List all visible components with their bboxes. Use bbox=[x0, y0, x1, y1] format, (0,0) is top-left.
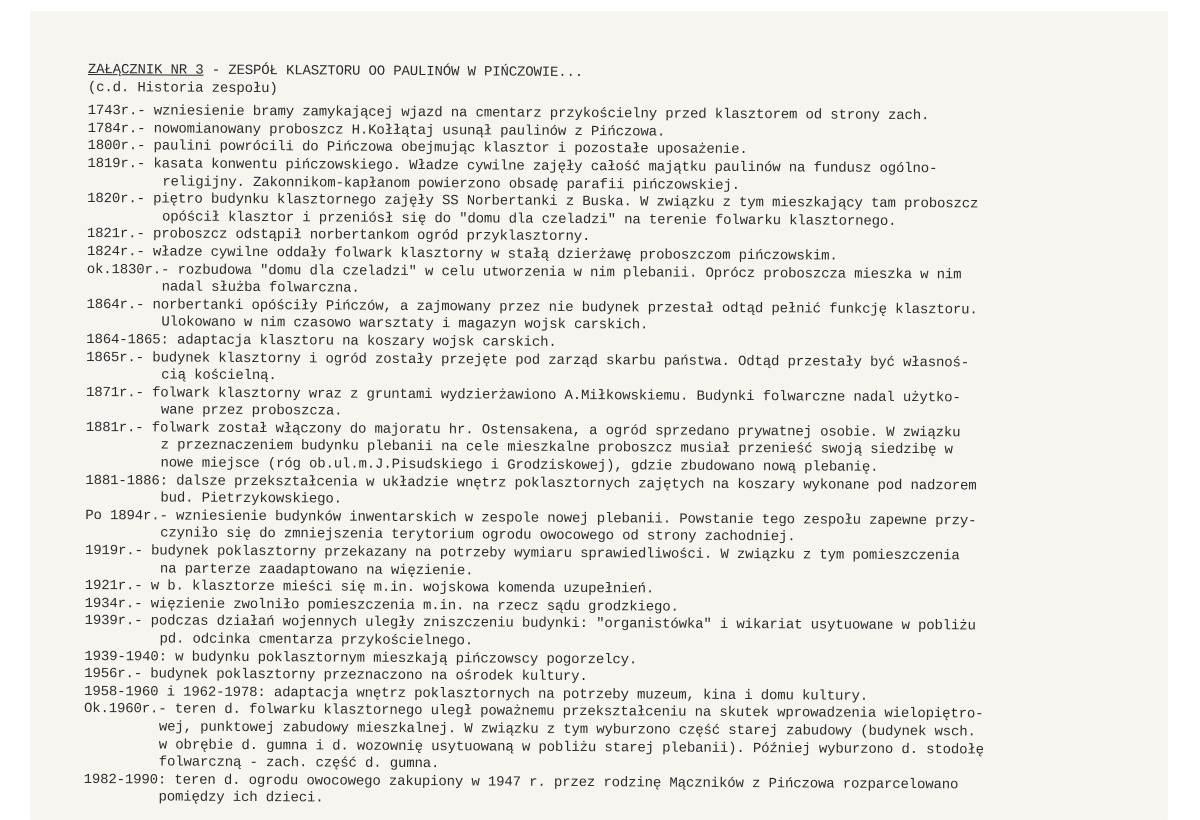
entry-date: 1784r.- bbox=[87, 120, 146, 138]
entry-continuation-line: w obrębie d. gumna i d. wozownię usytuowaną w pobliżu starej plebanii). Później wyburzono d. stodołę bbox=[158, 737, 985, 759]
entry-date: Po 1894r.- bbox=[85, 507, 168, 525]
entry-text: władze cywilne oddały folwark klasztorny w stałą dzierżawę proboszczom pińczowskim. bbox=[144, 244, 838, 265]
entry-continuation-line: folwarczną - zach. część d. gumna. bbox=[158, 754, 440, 773]
entry-date: 1919r.- bbox=[84, 543, 143, 560]
entry-continuation-line: z przeznaczeniem budynku plebanii na cele mieszkalne proboszcz musiał przenieść swoją siedzibę w bbox=[160, 437, 953, 459]
entry-date: 1824r.- bbox=[86, 243, 145, 261]
entry-text: folwark klasztorny wraz z gruntami wydzierżawiono A.Miłkowskiemu. Budynki folwarczne nadal użytko- bbox=[143, 385, 961, 407]
entry-text: adaptacja klasztoru na koszary wojsk carskich. bbox=[168, 332, 557, 351]
entry-continuation-line: Ulokowano w nim czasowo warsztaty i magazyn wojsk carskich. bbox=[161, 314, 649, 334]
entry-date: 1871r.- bbox=[85, 384, 144, 402]
entry-date: 1743r.- bbox=[87, 103, 146, 120]
entry-text: teren d. ogrodu owocowego zakupiony w 1947 r. przez rodzinę Mączników z Pińczowa rozparcelowano bbox=[166, 772, 959, 794]
entry-text: budynek poklasztorny przekazany na potrzeby wymiaru sprawiedliwości. W związku z tym pomieszczenia bbox=[142, 543, 960, 565]
entry-continuation-line: nadal służba folwarczna. bbox=[161, 279, 360, 297]
entry-text: proboszcz odstąpił norbertankom ogród przyklasztorny. bbox=[144, 226, 591, 246]
history-entry bbox=[84, 701, 1156, 778]
entry-continuation-line: cią kościelną. bbox=[161, 367, 277, 385]
entry-date: 1819r.- bbox=[87, 155, 146, 173]
history-entry bbox=[83, 772, 1155, 814]
entry-date: 1921r.- bbox=[84, 578, 143, 595]
entry-continuation-line: wej, punktowej zabudowy mieszkalnej. W związku z tym wyburzono część starej zabudowy (budynek wsch. bbox=[158, 719, 976, 741]
entry-date: 1958-1960 i 1962-1978: bbox=[84, 683, 266, 701]
entry-text: kasata konwentu pińczowskiego. Władze cywilne zajęły całość majątku paulinów na fundusz ogólno- bbox=[145, 156, 938, 178]
subtitle: (c.d. Historia zespołu) bbox=[87, 79, 278, 97]
entry-date: 1881r.- bbox=[85, 419, 144, 437]
entry-date: 1982-1990: bbox=[83, 771, 167, 789]
entry-text: wzniesienie bramy zamykającej wjazd na cmentarz przykościelny przed klasztorem od strony zach. bbox=[145, 103, 930, 125]
entry-continuation-line: bud. Pietrzykowskiego. bbox=[160, 490, 342, 508]
entry-date: 1820r.- bbox=[87, 191, 145, 208]
entry-continuation-line: na parterze zaadaptowano na więzienie. bbox=[159, 561, 474, 579]
entry-continuation-line: nowe miejsce (róg ob.ul.m.J.Pisudskiego i Grodziskowej), gdzie zbudowano nową plebanię. bbox=[160, 455, 879, 476]
entry-text: w budynku poklasztornym mieszkają pińczowscy pogorzelcy. bbox=[166, 649, 638, 668]
history-entry bbox=[85, 420, 1157, 479]
attachment-number: ZAŁĄCZNIK NR 3 bbox=[87, 62, 204, 79]
entry-date: 1821r.- bbox=[86, 226, 145, 243]
entry-date: 1934r.- bbox=[84, 595, 143, 613]
entry-date: 1865r.- bbox=[86, 349, 145, 366]
entry-text: budynek poklasztorny przeznaczono na ośrodek kultury. bbox=[141, 666, 588, 686]
entry-date: 1939-1940: bbox=[84, 648, 167, 666]
entry-continuation-line: pomiędzy ich dzieci. bbox=[158, 789, 324, 807]
entry-text: piętro budynku klasztornego zajęły SS Norbertanki z Buska. W związku z tym mieszkający tam proboszcz bbox=[144, 191, 979, 213]
typewritten-text bbox=[83, 62, 1160, 813]
entry-text: budynek klasztorny i ogród zostały przejęte pod zarząd skarbu państwa. Odtąd przestały być własnoś- bbox=[143, 349, 970, 371]
entry-text: norbertanki opóściły Pińczów, a zajmowany przez nie budynek przestał odtąd pełnić funkcję klasztoru. bbox=[144, 297, 978, 319]
entry-date: Ok.1960r.- bbox=[83, 701, 167, 718]
entry-text: rozbudowa "domu dla czeladzi" w celu utworzenia w nim plebanii. Oprócz proboszcza mieszka w nim bbox=[169, 262, 962, 283]
history-entries bbox=[83, 103, 1159, 813]
entry-text: wzniesienie budynków inwentarskich w zespole nowej plebanii. Powstanie tego zespołu zapewne przy- bbox=[167, 508, 977, 530]
entry-date: 1864r.- bbox=[86, 296, 145, 314]
title-text: - ZESPÓŁ KLASZTORU OO PAULINÓW W PIŃCZOWIE... bbox=[203, 62, 584, 82]
entry-date: 1956r.- bbox=[84, 666, 143, 683]
entry-date: ok.1830r.- bbox=[86, 261, 170, 279]
typed-sheet bbox=[31, 12, 1167, 820]
entry-date: 1881-1886: bbox=[85, 472, 169, 490]
entry-continuation-line: wane przez proboszcza. bbox=[160, 402, 343, 420]
entry-text: paulini powrócili do Pińczowa obejmując klasztor i pozostałe uposażenie. bbox=[145, 138, 748, 159]
entry-text: podczas działań wojennych uległy zniszczeniu budynki: "organistówka" i wikariat usytuowane w pobliżu bbox=[142, 613, 976, 635]
entry-continuation-line: pd. odcinka cmentarza przykościelnego. bbox=[159, 631, 474, 650]
entry-text: teren d. folwarku klasztornego uległ poważnemu przekształceniu na skutek wprowadzenia wielopiętro- bbox=[166, 701, 984, 723]
entry-continuation-line: religijny. Zakonnikom-kapłanom powierzono obsadę parafii pińczowskiej. bbox=[162, 174, 740, 194]
entry-text: adaptacja wnętrz poklasztornych na potrzeby muzeum, kina i domu kultury. bbox=[265, 684, 869, 705]
entry-date: 1864-1865: bbox=[86, 331, 169, 349]
entry-text: w b. klasztorze mieści się m.in. wojskowa komenda uzupełnień. bbox=[142, 578, 655, 598]
entry-date: 1939r.- bbox=[84, 613, 143, 630]
entry-text: więzienie zwolniło pomieszczenia m.in. na rzecz sądu grodzkiego. bbox=[142, 596, 679, 616]
entry-text: dalsze przekształcenia w układzie wnętrz poklasztornych zajętych na koszary wykonane pod nadzorem bbox=[167, 473, 977, 495]
entry-continuation-line: czyniło się do zmniejszenia terytorium ogrodu owocowego od strony zachodniej. bbox=[160, 525, 796, 546]
entry-text: nowomianowany proboszcz H.Kołłątaj usunął paulinów z Pińczowa. bbox=[145, 121, 666, 141]
entry-text: folwark został włączony do majoratu hr. Ostensakena, a ogród sprzedano prywatnej osobie. W związku bbox=[143, 420, 961, 442]
entry-date: 1800r.- bbox=[87, 138, 146, 155]
entry-continuation-line: opóścił klasztor i przeniósł się do "domu dla czeladzi" na terenie folwarku klasztornego. bbox=[162, 209, 897, 230]
